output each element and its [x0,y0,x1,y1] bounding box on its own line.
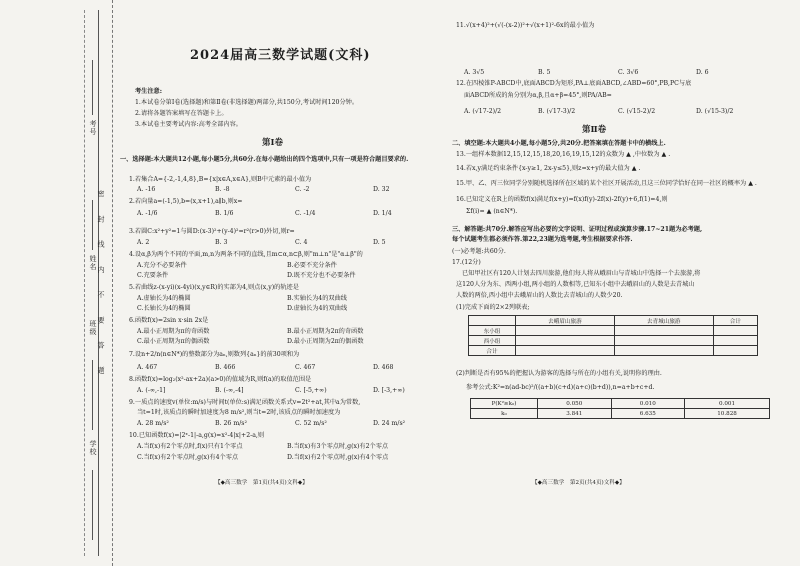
table-cell [516,326,615,336]
q1-option-a: A. -16 [137,186,156,193]
q4-stem: 4.设α,β为两个不同的平面,m,n为两条不同的直线,且m⊂α,n⊂β,则"m⊥n"是"α⊥β"的 [129,251,363,258]
q9-stem: 9.一质点的速度v(单位:m/s)与时间t(单位:s)满足函数关系式v=2t²+at,其中a为常数, [129,399,361,406]
q12-stem: 12.在四棱锥P-ABCD中,底面ABCD为矩形,PA⊥底面ABCD,∠ABD=60°,PB,PC与底 [456,80,692,87]
q9-option-b: B. 26 m/s² [215,420,247,427]
table-cell [516,336,615,346]
q11-option-a: A. 3√5 [464,69,485,76]
q17-head: 17.(12分) [452,259,481,266]
q6-option-d: D.最小正周期为2π的偶函数 [287,338,364,345]
exam-no-blank [92,60,93,115]
table-cell: 西小组 [469,336,516,346]
q11-stem: 11.√(x+4)²+(√(-(x-2))²+√(x+1)²-6x的最小值为 [456,22,595,29]
table-header: 0.010 [611,399,685,409]
q7-option-c: C. 467 [295,364,316,371]
q9-option-d: D. 24 m/s² [373,420,406,427]
binding-margin [0,0,113,566]
left-page [115,0,445,566]
q13: 13.一组样本数据12,15,12,15,18,20,16,19,15,12的众数为 ▲ ,中位数为 ▲ . [456,151,671,158]
table-header: 0.050 [538,399,612,409]
q1-stem: 1.若集合A={-2,-1,4,8},B={x|x∈A,x∈A},则B中元素的最小值为 [129,176,312,183]
footer-left: 【◆高三数学 第1页(共4页)文科◆】 [215,480,308,486]
q11-option-b: B. 5 [538,69,551,76]
part2-heading: 第Ⅱ卷 [582,125,607,135]
table-cell: 3.841 [538,409,612,419]
table-row [471,409,770,419]
q8-stem: 8.函数f(x)=log₂(x²-ax+2a)(a>0)的值域为R,则f(a)的取值范围是 [129,376,312,383]
q11-option-d: D. 6 [696,69,709,76]
q2-option-b: B. 1/6 [215,210,234,217]
q6-option-b: B.最小正周期为2π的奇函数 [287,328,364,335]
table-row [471,399,770,409]
part1-heading: 第Ⅰ卷 [262,138,283,148]
q2-option-c: C. -1/4 [295,210,316,217]
table-cell [713,346,757,356]
notice-heading: 考生注意: [135,88,163,95]
q10-stem: 10.已知函数f(x)=|2ˣ-1|-a,g(x)=x²-4|x|+2-a,则 [129,432,265,439]
q17-line: 人数的两倍,西小组中去峨眉山的人数比去青城山的人数少20. [456,292,623,299]
seal-text: 密 封 线 内 不 要 答 题 [97,190,105,382]
q16: 16.已知定义在R上的函数f(x)满足f(x+y)=f(x)f(y)-2f(x)-2f(y)+6,f(1)=4,则 [456,196,668,203]
q2-option-d: D. 1/4 [373,210,392,217]
q12-option-b: B. (√17-3)/2 [538,108,576,115]
q2-option-a: A. -1/6 [137,210,158,217]
name-label: 姓名 [89,255,97,271]
q2-stem: 2.若向量a=(-1,5),b=(x,x+1),a∥b,则x= [129,198,243,205]
table-row [469,346,758,356]
q9-option-a: A. 28 m/s² [137,420,169,427]
school-blank [92,470,93,540]
solve-instruction-cont: 每个试题考生都必须作答.第22,23题为选考题,考生根据要求作答. [452,236,633,243]
page-title: 2024届高三数学试题(文科) [190,48,371,63]
footer-right: 【◆高三数学 第2页(共4页)文科◆】 [532,480,625,486]
q5-option-d: D.虚轴长为4的双曲线 [287,305,348,312]
q7-option-d: D. 468 [373,364,394,371]
q10-option-d: D.当f(x)有2个零点时,g(x)有4个零点 [287,454,389,461]
q5-option-a: A.虚轴长为4的椭圆 [137,295,191,302]
q9-option-c: C. 52 m/s² [295,420,327,427]
q5-option-b: B.实轴长为4的双曲线 [287,295,347,302]
school-label: 学校 [89,440,97,456]
q17-sub1: (1)完成下面的2×2列联表; [456,304,530,311]
q12-option-a: A. (√17-2)/2 [464,108,502,115]
table-cell [713,336,757,346]
table-cell [516,346,615,356]
exam-no-label: 考号 [89,120,97,136]
q11-option-c: C. 3√6 [618,69,639,76]
table-cell: 合计 [469,346,516,356]
table-cell: 东小组 [469,326,516,336]
table-cell [614,336,713,346]
q5-option-c: C.长轴长为4的椭圆 [137,305,191,312]
q14: 14.若x,y满足约束条件{x-y≥1, 2x-y≤5},则z=x+y的最大值为 ▲ . [456,165,641,172]
q1-option-b: B. -8 [215,186,230,193]
q7-stem: 7.设n+2/n(n∈N*)的整数部分为aₙ,则数列{aₙ}的前30项和为 [129,351,300,358]
q12-option-c: C. (√15-2)/2 [618,108,656,115]
q4-option-b: B.必要不充分条件 [287,262,337,269]
q17-line: 这120人分为东、西两小组,两小组的人数相等,已知东小组中去峨眉山的人数是去青城山 [456,281,695,288]
table-cell [614,326,713,336]
q15: 15.甲、乙、丙三位同学分别随机选择所在区域的某个社区开展活动,且这三位同学恰好在同一社区的概率为 ▲ . [456,180,757,187]
notice-item: 1.本试卷分第Ⅰ卷(选择题)和第Ⅱ卷(非选择题)两部分,共150分,考试时间120分钟。 [135,99,359,106]
q17-sub2: (2)判断是否有95%的把握认为游客的选择与所在的小组有关,说明你的理由. [456,370,662,377]
q4-option-d: D.既不充分也不必要条件 [287,272,356,279]
notice-item: 2.请将各题答案填写在答题卡上。 [135,110,228,117]
table-header: 0.001 [685,399,770,409]
table-row [469,326,758,336]
table-header: 合计 [713,316,757,326]
class-label: 班级 [89,320,97,336]
seal-line [84,10,85,556]
q12-stem-cont: 面ABCD所成的角分别为α,β,且α+β=45°,则PA/AB= [464,92,612,99]
q3-option-c: C. 4 [295,239,308,246]
name-blank [92,200,93,250]
q10-option-a: A.当f(x)有2个零点时,f(x)只有1个零点 [137,443,243,450]
table-header: 去青城山旅游 [614,316,713,326]
table-cell: 10.828 [685,409,770,419]
class-blank [92,360,93,430]
table-cell: k₀ [471,409,538,419]
table-row [469,316,758,326]
q5-stem: 5.若曲线z-(x-yi)(x-4yi)(x,y∈R)的实部为4,则点(x,y)的轨迹是 [129,284,299,291]
q3-option-a: A. 2 [137,239,150,246]
q10-option-b: B.当f(x)有3个零点时,g(x)有2个零点 [287,443,389,450]
q1-option-c: C. -2 [295,186,310,193]
q6-option-a: A.最小正周期为π的奇函数 [137,328,210,335]
table-cell [713,326,757,336]
table-header [469,316,516,326]
table-row [469,336,758,346]
q17-line: 已知甲社区有120人计划去四川旅游,他们每人将从峨眉山与青城山中选择一个去旅游,将 [462,270,701,277]
q8-option-b: B. (-∞,-4] [215,387,244,394]
contingency-table [468,315,758,356]
q9-stem-cont: 当t=1时,该质点的瞬时加速度为8 m/s²,则当t=2时,该质点的瞬时加速度为 [137,409,341,416]
q7-option-a: A. 467 [137,364,158,371]
part1-instruction: 一、选择题:本大题共12小题,每小题5分,共60分.在每小题给出的四个选项中,只有一项是符合题目要求的. [120,156,409,163]
q3-option-b: B. 3 [215,239,228,246]
solve-instruction: 三、解答题:共70分.解答应写出必要的文字说明、证明过程或演算步骤.17~21题为必考题, [452,226,703,233]
q4-option-a: A.充分不必要条件 [137,262,187,269]
q1-option-d: D. 32 [373,186,390,193]
q8-option-a: A. (-∞,-1] [137,387,166,394]
q8-option-c: C. [-5,+∞) [295,387,327,394]
reference-formula: 参考公式:K²=n(ad-bc)²/((a+b)(c+d)(a+c)(b+d)),n=a+b+c+d. [466,384,655,391]
fill-instruction: 二、填空题:本大题共4小题,每小题5分,共20分.把答案填在答题卡中的横线上. [452,140,666,147]
q8-option-d: D. [-3,+∞) [373,387,405,394]
q10-option-c: C.当f(x)有2个零点时,g(x)有4个零点 [137,454,239,461]
table-header: P(K²≥k₀) [471,399,538,409]
table-cell [614,346,713,356]
required-label: (一)必考题:共60分. [452,248,506,255]
q3-option-d: D. 5 [373,239,386,246]
table-cell: 6.635 [611,409,685,419]
right-page [452,0,792,566]
q7-option-b: B. 466 [215,364,236,371]
critical-value-table [470,398,770,419]
table-header: 去峨眉山旅游 [516,316,615,326]
q12-option-d: D. (√15-3)/2 [696,108,734,115]
q16-cont: Σf(i)= ▲ (n∈N*). [466,208,518,215]
q4-option-c: C.充要条件 [137,272,169,279]
q6-stem: 6.函数f(x)=2sin x·sin 2x是 [129,317,209,324]
q6-option-c: C.最小正周期为π的偶函数 [137,338,210,345]
q3-stem: 3.若圆C:x²+y²=1与圆D:(x-3)²+(y-4)²=r²(r>0)外切,则r= [129,228,295,235]
notice-item: 3.本试卷主要考试内容:高考全部内容。 [135,121,242,128]
